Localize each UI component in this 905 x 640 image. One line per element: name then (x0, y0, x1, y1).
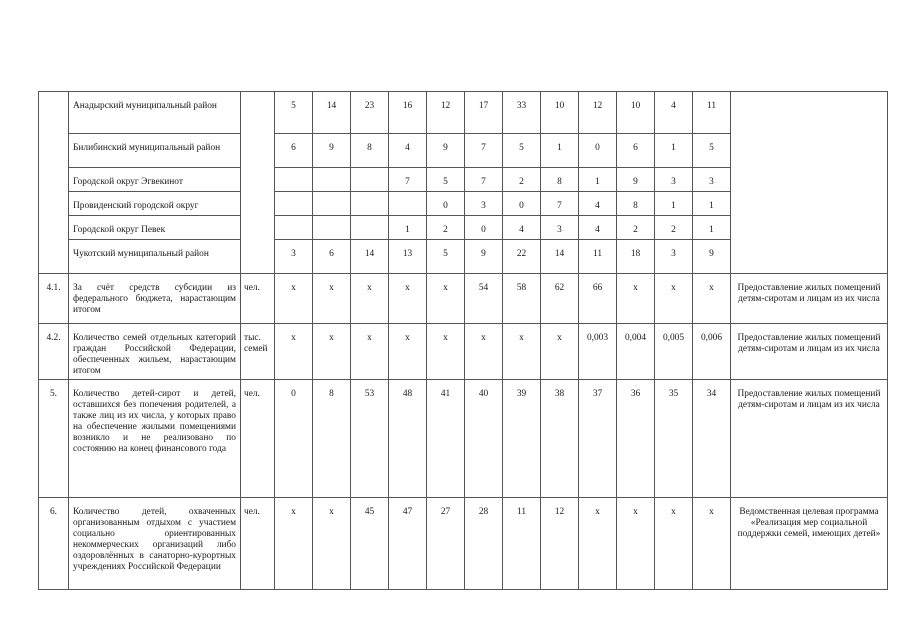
row-number: 5. (39, 380, 69, 498)
value-cell: x (655, 274, 693, 324)
value-cell: 1 (579, 168, 617, 192)
value-cell: 28 (465, 498, 503, 590)
value-cell (275, 216, 313, 240)
value-cell: 36 (617, 380, 655, 498)
value-cell: 12 (427, 92, 465, 134)
value-cell: 8 (617, 192, 655, 216)
value-cell: 6 (275, 134, 313, 168)
row-number: 4.1. (39, 274, 69, 324)
value-cell: 4 (503, 216, 541, 240)
value-cell: 4 (579, 216, 617, 240)
value-cell: x (389, 274, 427, 324)
unit-of-measure: чел. (241, 380, 275, 498)
value-cell: 0 (427, 192, 465, 216)
value-cell: 34 (693, 380, 731, 498)
table-row-district (39, 92, 888, 134)
value-cell: 1 (389, 216, 427, 240)
value-cell (389, 192, 427, 216)
district-name: Чукотский муниципальный район (69, 240, 241, 274)
unit-cell (241, 92, 275, 274)
value-cell: x (693, 498, 731, 590)
source-cell (731, 92, 888, 274)
value-cell: x (427, 324, 465, 380)
program-source: Предоставление жилых помещений детям-сиротам и лицам из их числа (731, 324, 888, 380)
value-cell: 17 (465, 92, 503, 134)
value-cell (275, 168, 313, 192)
district-name: Билибинский муниципальный район (69, 134, 241, 168)
value-cell: 0,004 (617, 324, 655, 380)
value-cell: 3 (541, 216, 579, 240)
value-cell: 7 (465, 134, 503, 168)
indicator-name: За счёт средств субсидии из федерального бюджета, нарастающим итогом (69, 274, 241, 324)
value-cell: 33 (503, 92, 541, 134)
program-source: Ведомственная целевая программа «Реализация мер социальной поддержки семей, имеющих детей» (731, 498, 888, 590)
value-cell: x (389, 324, 427, 380)
table-row (39, 274, 888, 324)
value-cell: 3 (655, 240, 693, 274)
value-cell: x (275, 498, 313, 590)
value-cell: 6 (313, 240, 351, 274)
value-cell: 23 (351, 92, 389, 134)
indicator-name: Количество семей отдельных категорий граждан Российской Федерации, обеспеченных жильем, нарастающим итогом (69, 324, 241, 380)
value-cell: 1 (655, 134, 693, 168)
value-cell: 38 (541, 380, 579, 498)
district-name: Провиденский городской округ (69, 192, 241, 216)
value-cell: 9 (313, 134, 351, 168)
indicator-name: Количество детей-сирот и детей, оставшихся без попечения родителей, а также лиц из их числа, у которых право на обеспечение жилыми помещениями возникло и не реализовано по состоянию на конец финансового года (69, 380, 241, 498)
value-cell: 4 (655, 92, 693, 134)
value-cell (313, 216, 351, 240)
indicators-table (38, 91, 888, 590)
value-cell: 4 (579, 192, 617, 216)
indicator-name: Количество детей, охваченных организованным отдыхом с участием социально ориентированных некоммерческих организаций либо оздоровлённых в санаторно-курортных учреждениях Российской Федерации (69, 498, 241, 590)
row-number-cell (39, 92, 69, 274)
value-cell: 0,003 (579, 324, 617, 380)
value-cell: 0 (503, 192, 541, 216)
value-cell: 3 (655, 168, 693, 192)
program-source: Предоставление жилых помещений детям-сиротам и лицам из их числа (731, 380, 888, 498)
value-cell: x (693, 274, 731, 324)
value-cell: 3 (693, 168, 731, 192)
district-name: Городской округ Эгвекинот (69, 168, 241, 192)
value-cell (351, 216, 389, 240)
value-cell: 62 (541, 274, 579, 324)
value-cell: 9 (693, 240, 731, 274)
value-cell: 9 (617, 168, 655, 192)
value-cell: 5 (427, 168, 465, 192)
value-cell: 22 (503, 240, 541, 274)
value-cell: 35 (655, 380, 693, 498)
value-cell: 14 (541, 240, 579, 274)
value-cell: 5 (427, 240, 465, 274)
value-cell: 11 (503, 498, 541, 590)
value-cell (313, 168, 351, 192)
unit-of-measure: тыс. семей (241, 324, 275, 380)
value-cell: 0 (465, 216, 503, 240)
value-cell: 13 (389, 240, 427, 274)
value-cell: 10 (541, 92, 579, 134)
value-cell: 1 (655, 192, 693, 216)
value-cell: 1 (541, 134, 579, 168)
value-cell: 53 (351, 380, 389, 498)
value-cell: 27 (427, 498, 465, 590)
row-number: 4.2. (39, 324, 69, 380)
program-source: Предоставление жилых помещений детям-сиротам и лицам из их числа (731, 274, 888, 324)
value-cell: x (351, 274, 389, 324)
value-cell: 12 (541, 498, 579, 590)
value-cell: 8 (541, 168, 579, 192)
value-cell: 9 (427, 134, 465, 168)
value-cell: 48 (389, 380, 427, 498)
value-cell: 45 (351, 498, 389, 590)
table-row (39, 498, 888, 590)
value-cell: 10 (617, 92, 655, 134)
value-cell: 5 (503, 134, 541, 168)
value-cell: 4 (389, 134, 427, 168)
table-row (39, 380, 888, 498)
value-cell: 5 (693, 134, 731, 168)
district-name: Городской округ Певек (69, 216, 241, 240)
value-cell: 7 (389, 168, 427, 192)
value-cell: 14 (351, 240, 389, 274)
value-cell: 39 (503, 380, 541, 498)
value-cell: 1 (693, 216, 731, 240)
value-cell: 2 (617, 216, 655, 240)
value-cell: 2 (655, 216, 693, 240)
table-row (39, 324, 888, 380)
value-cell: x (351, 324, 389, 380)
value-cell: x (313, 498, 351, 590)
value-cell: 0 (579, 134, 617, 168)
value-cell: 5 (275, 92, 313, 134)
value-cell: 3 (275, 240, 313, 274)
value-cell (351, 192, 389, 216)
value-cell (351, 168, 389, 192)
value-cell: 6 (617, 134, 655, 168)
value-cell: 18 (617, 240, 655, 274)
value-cell: 7 (541, 192, 579, 216)
district-name: Анадырский муниципальный район (69, 92, 241, 134)
value-cell: 3 (465, 192, 503, 216)
value-cell: 47 (389, 498, 427, 590)
value-cell: 7 (465, 168, 503, 192)
value-cell: x (427, 274, 465, 324)
value-cell: 58 (503, 274, 541, 324)
value-cell: 16 (389, 92, 427, 134)
value-cell: 11 (693, 92, 731, 134)
value-cell: 54 (465, 274, 503, 324)
value-cell: x (465, 324, 503, 380)
unit-of-measure: чел. (241, 498, 275, 590)
value-cell: x (503, 324, 541, 380)
value-cell: x (275, 274, 313, 324)
value-cell: x (617, 498, 655, 590)
value-cell: x (541, 324, 579, 380)
value-cell: 0,005 (655, 324, 693, 380)
value-cell (313, 192, 351, 216)
value-cell: 0 (275, 380, 313, 498)
value-cell: 14 (313, 92, 351, 134)
value-cell: 2 (503, 168, 541, 192)
value-cell: 40 (465, 380, 503, 498)
value-cell: 11 (579, 240, 617, 274)
value-cell: x (579, 498, 617, 590)
value-cell: 8 (313, 380, 351, 498)
row-number: 6. (39, 498, 69, 590)
value-cell: 8 (351, 134, 389, 168)
value-cell: 12 (579, 92, 617, 134)
value-cell: x (275, 324, 313, 380)
value-cell: 66 (579, 274, 617, 324)
unit-of-measure: чел. (241, 274, 275, 324)
value-cell: 9 (465, 240, 503, 274)
value-cell: x (655, 498, 693, 590)
value-cell: 37 (579, 380, 617, 498)
value-cell: 0,006 (693, 324, 731, 380)
value-cell (275, 192, 313, 216)
value-cell: x (313, 274, 351, 324)
table-body (39, 92, 888, 590)
value-cell: 2 (427, 216, 465, 240)
value-cell: 1 (693, 192, 731, 216)
value-cell: 41 (427, 380, 465, 498)
value-cell: x (617, 274, 655, 324)
value-cell: x (313, 324, 351, 380)
